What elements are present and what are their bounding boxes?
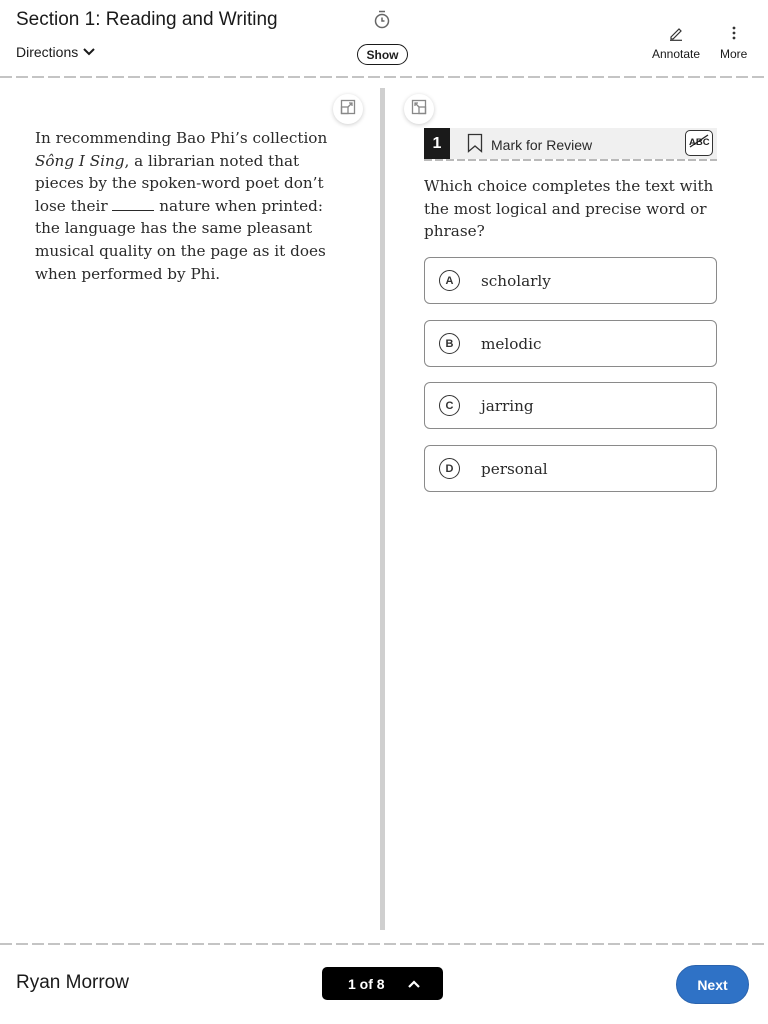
choice-text-d: personal: [481, 459, 548, 478]
question-prompt: Which choice completes the text with the most logical and precise word or phrase?: [424, 177, 714, 241]
choice-letter-c: C: [439, 395, 460, 416]
stopwatch-icon: [373, 10, 391, 30]
answer-choice-a[interactable]: [424, 257, 717, 304]
answer-choice-c[interactable]: [424, 382, 717, 429]
passage-text: [35, 127, 335, 285]
student-name: Ryan Morrow: [16, 972, 129, 993]
question-header: [424, 128, 717, 159]
expand-question-button[interactable]: [404, 94, 434, 124]
abc-strikethrough-icon: [688, 134, 710, 153]
passage-blank: [112, 197, 154, 211]
question-navigator-button[interactable]: [322, 967, 443, 1000]
top-bar: [0, 0, 768, 78]
passage-segment: In recommending Bao Phi’s collection: [35, 129, 328, 147]
question-number: 1: [424, 128, 450, 159]
header-divider: [0, 76, 768, 78]
mark-for-review-label: Mark for Review: [491, 136, 593, 153]
passage-segment: , a librarian noted that pieces by the spoken-word poet don’t lose their: [35, 151, 324, 215]
pane-resize-handle[interactable]: [380, 88, 385, 930]
bookmark-icon: [467, 133, 483, 156]
svg-text:ABC: ABC: [689, 136, 710, 148]
question-navigator-label: 1 of 8: [348, 975, 385, 992]
more-button[interactable]: [720, 24, 747, 61]
choice-text-a: scholarly: [481, 271, 551, 290]
annotate-button[interactable]: [652, 24, 700, 61]
show-timer-button[interactable]: Show: [357, 44, 408, 65]
collapse-icon: [411, 99, 427, 120]
directions-toggle[interactable]: [16, 44, 96, 60]
next-button[interactable]: Next: [676, 965, 749, 1004]
choice-text-c: jarring: [481, 396, 534, 415]
chevron-up-icon: [407, 979, 421, 989]
chevron-down-icon: [82, 44, 96, 60]
choice-letter-d: D: [439, 458, 460, 479]
expand-icon: [340, 99, 356, 120]
passage-book-title: Sông I Sing: [35, 151, 125, 170]
pencil-icon: [668, 24, 684, 42]
passage-segment: nature when printed: the language has the same pleasant musical quality on the page as it does when performed by Phi.: [35, 196, 326, 283]
question-header-divider: [424, 159, 717, 161]
annotate-label: Annotate: [652, 47, 701, 61]
vertical-ellipsis-icon: [732, 24, 736, 42]
more-label: More: [720, 47, 748, 61]
answer-choice-d[interactable]: [424, 445, 717, 492]
choice-text-b: melodic: [481, 334, 542, 353]
choice-letter-a: A: [439, 270, 460, 291]
answer-choice-b[interactable]: [424, 320, 717, 367]
answer-eliminator-button[interactable]: [685, 130, 713, 156]
expand-passage-button[interactable]: [333, 94, 363, 124]
section-title: Section 1: Reading and Writing: [16, 9, 278, 30]
directions-label: Directions: [16, 44, 79, 60]
choice-letter-b: B: [439, 333, 460, 354]
mark-for-review-button[interactable]: [467, 133, 592, 156]
footer-divider: [0, 943, 768, 945]
